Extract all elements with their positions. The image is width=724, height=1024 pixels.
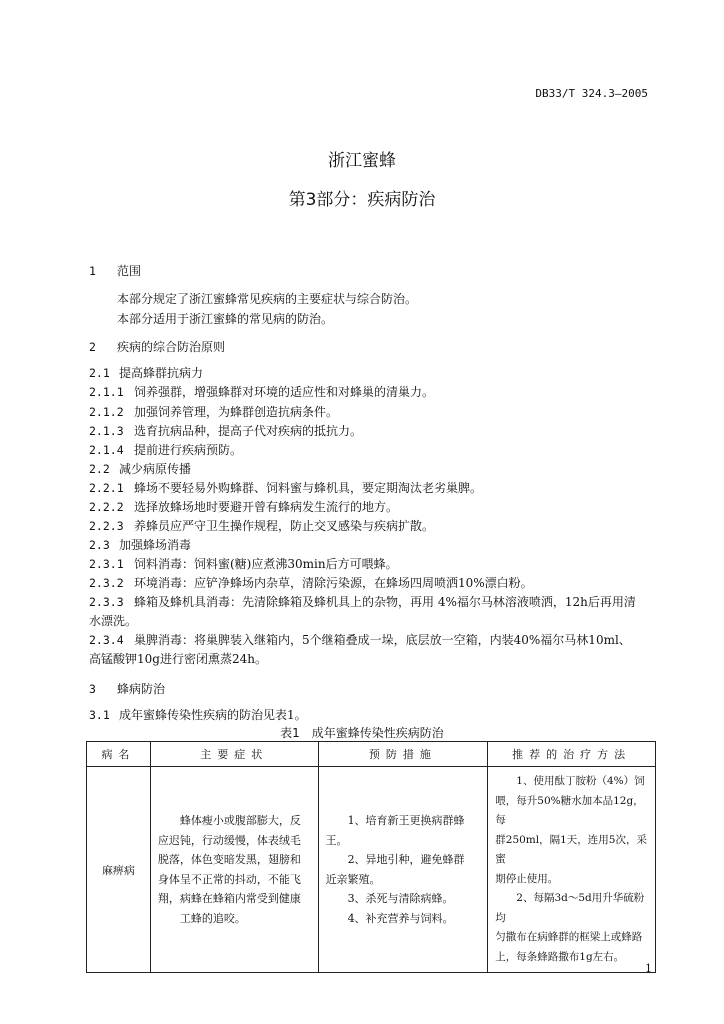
header-prevention: 预防措施 (318, 742, 488, 767)
standard-number: DB33/T 324.3—2005 (535, 87, 648, 100)
table-header-row (87, 742, 656, 767)
section-1-paragraph-2: 本部分适用于浙江蜜蜂的常见病的防治。 (117, 312, 334, 326)
section-1-heading: 1 范围 (89, 264, 142, 278)
clause-2-3-2: 2.3.2 环境消毒：应铲净蜂场内杂草，清除污染源，在蜂场四周喷洒10%漂白粉。 (89, 576, 533, 590)
clause-2-3-4-continued: 高锰酸钾10g进行密闭熏蒸24h。 (89, 652, 267, 666)
clause-2-1-4: 2.1.4 提前进行疾病预防。 (89, 443, 243, 457)
clause-2-1-2: 2.1.2 加强饲养管理，为蜂群创造抗病条件。 (89, 405, 339, 419)
clause-2-2-2: 2.2.2 选择放蜂场地时要避开曾有蜂病发生流行的地方。 (89, 500, 399, 514)
cell-treatment: 1、使用酞丁胺粉（4%）饲 喂，每升50%糖水加本品12g，每 群250ml，隔1天，连用5次，采蜜 期停止使用。 2、每隔3d～5d用升华硫粉均 匀撒布在病蜂群的框梁上或蜂路 上，每条蜂路撒布1g左右。 (488, 767, 656, 973)
section-2-2-heading: 2.2 减少病原传播 (89, 462, 192, 476)
page-number: 1 (645, 962, 652, 975)
section-1-paragraph-1: 本部分规定了浙江蜜蜂常见疾病的主要症状与综合防治。 (117, 292, 418, 306)
cell-symptoms: 蜂体瘦小或腹部膨大，反 应迟钝，行动缓慢，体表绒毛 脱落，体色变暗发黑，翅膀和 身体呈不正常的抖动，不能飞 翔，病蜂在蜂箱内常受到健康 工蜂的追咬。 (150, 767, 318, 973)
clause-2-2-3: 2.2.3 养蜂员应严守卫生操作规程，防止交叉感染与疾病扩散。 (89, 519, 435, 533)
clause-2-3-1: 2.3.1 饲料消毒：饲料蜜(糖)应煮沸30min后方可喂蜂。 (89, 557, 398, 571)
table-row (87, 767, 656, 973)
clause-2-2-1: 2.2.1 蜂场不要轻易外购蜂群、饲料蜜与蜂机具，要定期淘汰老劣巢脾。 (89, 481, 483, 495)
document-title: 浙江蜜蜂 (328, 151, 396, 171)
section-2-heading: 2 疾病的综合防治原则 (89, 340, 226, 354)
section-2-1-heading: 2.1 提高蜂群抗病力 (89, 366, 204, 380)
header-treatment: 推荐的治疗方法 (488, 742, 656, 767)
clause-2-3-3-continued: 水漂洗。 (89, 614, 138, 628)
header-symptoms: 主要症状 (150, 742, 318, 767)
clause-2-1-1: 2.1.1 饲养强群，增强蜂群对环境的适应性和对蜂巢的清巢力。 (89, 385, 435, 399)
cell-disease: 麻痹病 (87, 767, 151, 973)
clause-2-3-4: 2.3.4 巢脾消毒：将巢脾装入继箱内，5个继箱叠成一垛，底层放一空箱，内装40%福尔马林10ml、 (89, 633, 631, 647)
cell-prevention: 1、培育新王更换病群蜂 王。 2、异地引种，避免蜂群 近亲繁殖。 3、杀死与清除病蜂。 4、补充营养与饲料。 (318, 767, 488, 973)
table-caption: 表1 成年蜜蜂传染性疾病防治 (280, 726, 444, 740)
clause-2-3-3: 2.3.3 蜂箱及蜂机具消毒：先清除蜂箱及蜂机具上的杂物，再用 4%福尔马林溶液喷洒，12h后再用清 (89, 595, 636, 609)
section-2-3-heading: 2.3 加强蜂场消毒 (89, 538, 192, 552)
disease-table (86, 741, 656, 973)
document-subtitle: 第3部分：疾病防治 (288, 190, 436, 210)
section-3-heading: 3 蜂病防治 (89, 682, 166, 696)
clause-3-1: 3.1 成年蜜蜂传染性疾病的防治见表1。 (89, 708, 307, 722)
header-disease: 病名 (87, 742, 151, 767)
clause-2-1-3: 2.1.3 选育抗病品种，提高子代对疾病的抵抗力。 (89, 424, 363, 438)
